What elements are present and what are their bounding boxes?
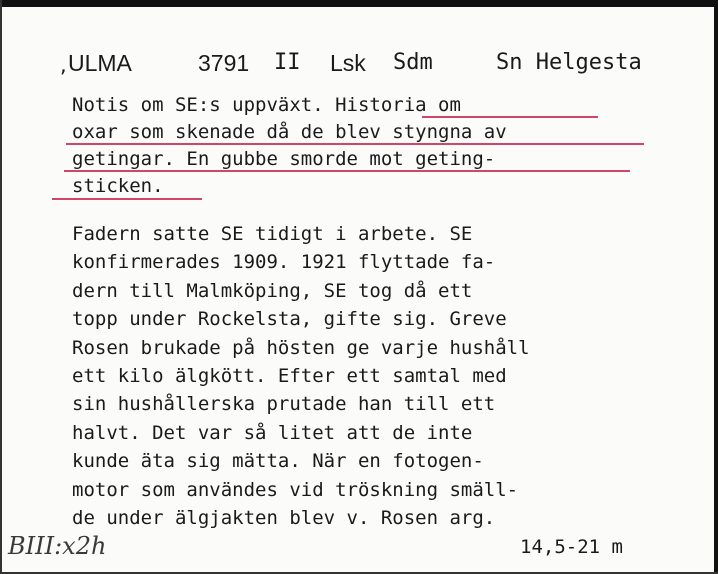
summary-line: sticken. (72, 173, 672, 200)
body-line: dern till Malmköping, SE tog då ett (72, 279, 473, 302)
body-line: Rosen brukade på hösten ge varje hushåll (72, 336, 530, 359)
scan-edge-right (714, 0, 718, 574)
header-mark: , (58, 56, 69, 77)
card-header (58, 50, 678, 90)
body-line: halvt. Det var så litet att de inte (72, 421, 473, 444)
underline-mark (422, 116, 598, 118)
measurement: 14,5-21 m (520, 536, 623, 558)
scan-edge-left (0, 0, 2, 574)
record-number: 3791 (198, 50, 250, 76)
summary-line: getingar. En gubbe smorde mot geting- (72, 146, 672, 173)
underline-mark (66, 143, 644, 145)
body-line: sin hushållerska prutade han till ett (72, 393, 496, 416)
archive-code: ULMA (68, 50, 132, 76)
summary-line: oxar som skenade då de blev styngna av (72, 119, 672, 146)
body-line: konfirmerades 1909. 1921 flyttade fa- (72, 251, 496, 274)
body-line: kunde äta sig mätta. När en fotogen- (72, 450, 484, 473)
summary-block (72, 92, 672, 200)
scan-edge-top (0, 0, 718, 7)
handwritten-reference: BIII:x2h (8, 532, 107, 560)
summary-line: Notis om SE:s uppväxt. Historia om (72, 92, 672, 119)
underline-mark (52, 198, 202, 200)
card-footer (8, 532, 708, 566)
body-line: ett kilo älgkött. Efter ett samtal med (72, 364, 507, 387)
parish-name: Sn Helgesta (496, 50, 642, 75)
body-line: Fadern satte SE tidigt i arbete. SE (72, 223, 473, 245)
record-volume: II (274, 50, 301, 75)
province-code: Sdm (393, 50, 433, 75)
underline-mark (64, 170, 630, 172)
body-line: motor som användes vid tröskning smäll- (72, 478, 519, 501)
body-text (72, 220, 672, 532)
body-line: de under älgjakten blev v. Rosen arg. (72, 506, 496, 529)
body-line: topp under Rockelsta, gifte sig. Greve (72, 308, 507, 331)
region-code: Lsk (330, 50, 366, 76)
